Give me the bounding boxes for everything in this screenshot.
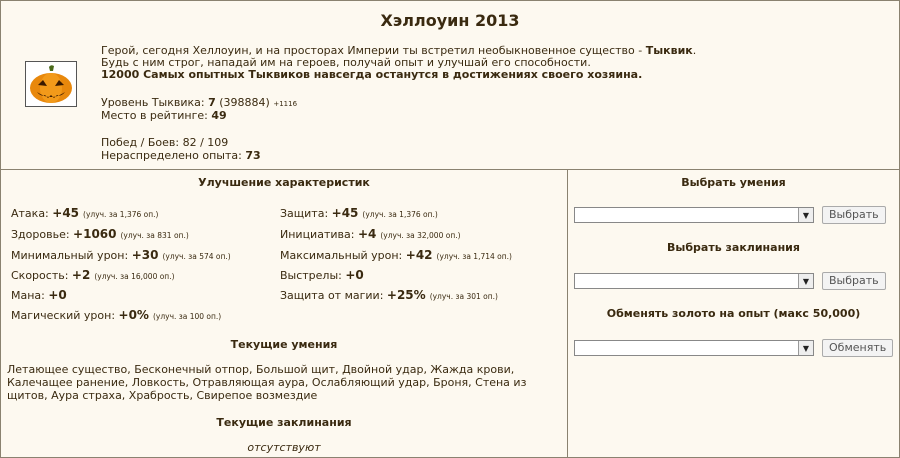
level-value: 7 xyxy=(208,96,216,109)
stat-magic-defense[interactable]: Защита от магии: +25% (улуч. за 301 оп.) xyxy=(280,288,498,302)
exchange-button[interactable]: Обменять xyxy=(822,339,893,357)
chevron-down-icon[interactable]: ▼ xyxy=(798,274,813,288)
spells-select[interactable] xyxy=(574,273,814,289)
unspent-value: 73 xyxy=(245,149,261,162)
stat-attack[interactable]: Атака: +45 (улуч. за 1,376 оп.) xyxy=(11,206,159,220)
skills-list: Летающее существо, Бесконечный отпор, Большой щит, Двойной удар, Жажда крови, Калечащее ранение, Ловкость, Отравляющая аура, Ослабляющий удар, Броня, Стена из щитов, Аура страха, Храбрость, Свирепое возмездие xyxy=(7,363,527,402)
choose-skills-heading: Выбрать умения xyxy=(681,176,786,189)
stat-defense[interactable]: Защита: +45 (улуч. за 1,376 оп.) xyxy=(280,206,438,220)
intro-line-3: 12000 Самых опытных Тыквиков навсегда останутся в достижениях своего хозяина. xyxy=(101,68,643,81)
intro-text xyxy=(101,45,696,81)
spells-none: отсутствуют xyxy=(247,441,321,454)
skills-heading: Текущие умения xyxy=(230,338,338,351)
gold-select[interactable] xyxy=(574,340,814,356)
choose-spell-button[interactable]: Выбрать xyxy=(822,272,886,290)
pumpkin-avatar xyxy=(25,61,77,107)
header-section xyxy=(1,1,899,170)
stat-speed[interactable]: Скорость: +2 (улуч. за 16,000 оп.) xyxy=(11,268,175,282)
wins-line: Побед / Боев: 82 / 109 xyxy=(101,136,229,149)
exchange-heading: Обменять золото на опыт (макс 50,000) xyxy=(606,307,861,320)
chevron-down-icon[interactable]: ▼ xyxy=(798,341,813,355)
page-title: Хэллоуин 2013 xyxy=(380,11,520,30)
stat-max-damage[interactable]: Максимальный урон: +42 (улуч. за 1,714 оп.) xyxy=(280,248,512,262)
stat-min-damage[interactable]: Минимальный урон: +30 (улуч. за 574 оп.) xyxy=(11,248,231,262)
stat-health[interactable]: Здоровье: +1060 (улуч. за 831 оп.) xyxy=(11,227,189,241)
intro-line-2: Будь с ним строг, нападай им на героев, получай опыт и улучшай его способности. xyxy=(101,56,591,69)
skills-select[interactable] xyxy=(574,207,814,223)
stat-mana: Мана: +0 xyxy=(11,288,67,302)
choose-spells-heading: Выбрать заклинания xyxy=(667,241,800,254)
improve-heading: Улучшение характеристик xyxy=(198,176,370,189)
pumpkin-icon xyxy=(26,62,76,106)
chevron-down-icon[interactable]: ▼ xyxy=(798,208,813,222)
level-gain: +1116 xyxy=(273,100,298,108)
improve-section xyxy=(1,170,568,457)
level-line: Уровень Тыквика: 7 (398884) +1116 xyxy=(101,96,298,109)
rank-line: Место в рейтинге: 49 xyxy=(101,109,227,122)
choose-skill-button[interactable]: Выбрать xyxy=(822,206,886,224)
stat-magic-damage[interactable]: Магический урон: +0% (улуч. за 100 оп.) xyxy=(11,308,222,322)
creature-name: Тыквик xyxy=(645,44,693,57)
intro-line-1: Герой, сегодня Хеллоуин, и на просторах Империи ты встретил необыкновенное существо - Тыквик. xyxy=(101,44,697,57)
rank-value: 49 xyxy=(211,109,227,122)
unspent-line: Нераспределено опыта: 73 xyxy=(101,149,261,162)
stat-shots: Выстрелы: +0 xyxy=(280,268,364,282)
spells-heading: Текущие заклинания xyxy=(216,416,352,429)
actions-section xyxy=(568,170,899,457)
stat-initiative[interactable]: Инициатива: +4 (улуч. за 32,000 оп.) xyxy=(280,227,461,241)
